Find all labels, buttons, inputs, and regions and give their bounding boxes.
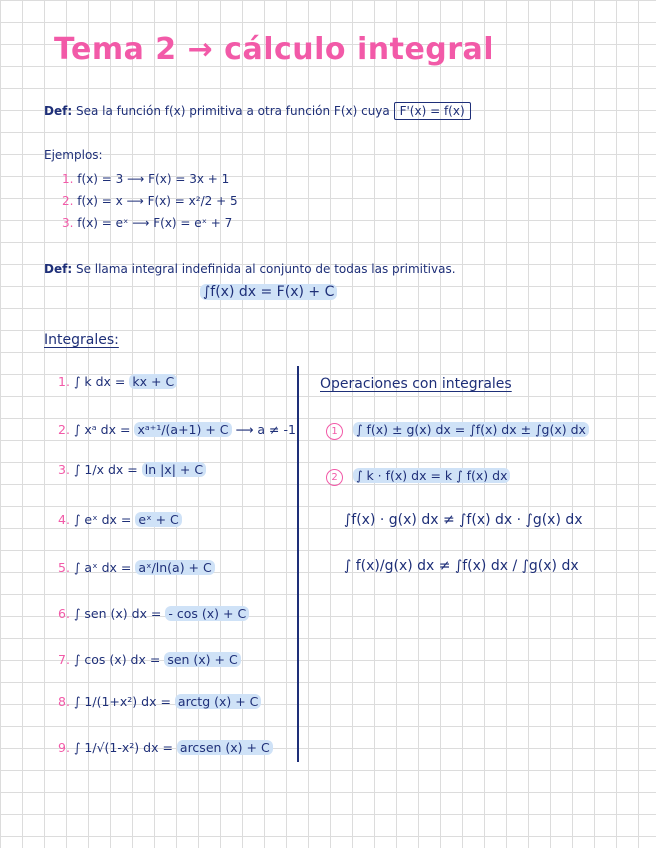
example-left: f(x) = eˣ bbox=[77, 216, 129, 230]
integral-number: 9. bbox=[58, 740, 70, 755]
def-label: Def: bbox=[44, 104, 73, 118]
integral-rhs: xᵃ⁺¹/(a+1) + C bbox=[134, 422, 231, 437]
integral-item bbox=[58, 512, 182, 527]
example-item bbox=[62, 194, 238, 208]
examples-heading: Ejemplos: bbox=[44, 148, 103, 162]
integral-rhs: arctg (x) + C bbox=[175, 694, 262, 709]
arrow-icon: ⟶ bbox=[132, 216, 150, 230]
integral-number: 1. bbox=[58, 374, 70, 389]
integral-lhs: ∫ sen (x) dx = bbox=[73, 606, 162, 621]
integral-item bbox=[58, 740, 273, 755]
integral-item bbox=[58, 422, 296, 437]
operation-item bbox=[326, 422, 589, 440]
arrow-icon: ⟶ bbox=[126, 194, 144, 208]
integral-number: 4. bbox=[58, 512, 70, 527]
page-title: Tema 2 → cálculo integral bbox=[54, 32, 495, 67]
example-number: 2. bbox=[62, 194, 74, 208]
operation-number: 1 bbox=[326, 423, 343, 440]
integral-number: 3. bbox=[58, 462, 70, 477]
definition-indefinite-integral bbox=[44, 262, 456, 276]
arrow-icon: ⟶ bbox=[127, 172, 145, 186]
formula-highlight: ∫f(x) dx = F(x) + C bbox=[200, 284, 337, 300]
integral-item bbox=[58, 652, 241, 667]
integral-rhs: kx + C bbox=[129, 374, 177, 389]
indefinite-integral-formula bbox=[200, 284, 337, 300]
integral-item bbox=[58, 694, 261, 709]
integral-item bbox=[58, 606, 249, 621]
operation-item bbox=[326, 468, 510, 486]
operation-number: 2 bbox=[326, 469, 343, 486]
operation-formula: ∫ f(x) ± g(x) dx = ∫f(x) dx ± ∫g(x) dx bbox=[353, 422, 589, 437]
integral-lhs: ∫ 1/x dx = bbox=[73, 462, 138, 477]
example-right: F(x) = 3x + 1 bbox=[148, 172, 230, 186]
example-item bbox=[62, 172, 229, 186]
example-left: f(x) = 3 bbox=[77, 172, 124, 186]
integral-number: 6. bbox=[58, 606, 70, 621]
integral-lhs: ∫ aˣ dx = bbox=[73, 560, 132, 575]
integral-rhs: - cos (x) + C bbox=[165, 606, 249, 621]
example-item bbox=[62, 216, 232, 230]
integral-rhs: sen (x) + C bbox=[164, 652, 240, 667]
integral-lhs: ∫ cos (x) dx = bbox=[73, 652, 161, 667]
integral-lhs: ∫ 1/√(1-x²) dx = bbox=[73, 740, 173, 755]
integral-number: 2. bbox=[58, 422, 70, 437]
def-boxed-formula: F'(x) = f(x) bbox=[394, 102, 471, 120]
example-left: f(x) = x bbox=[77, 194, 123, 208]
integral-item bbox=[58, 560, 215, 575]
integral-lhs: ∫ xᵃ dx = bbox=[73, 422, 131, 437]
integral-lhs: ∫ k dx = bbox=[73, 374, 126, 389]
integral-item bbox=[58, 462, 206, 477]
example-right: F(x) = x²/2 + 5 bbox=[147, 194, 238, 208]
example-right: F(x) = eˣ + 7 bbox=[153, 216, 233, 230]
example-number: 3. bbox=[62, 216, 74, 230]
integral-number: 7. bbox=[58, 652, 70, 667]
integral-rhs: ln |x| + C bbox=[142, 462, 206, 477]
integral-number: 5. bbox=[58, 560, 70, 575]
operation-note: ∫ f(x)/g(x) dx ≠ ∫f(x) dx / ∫g(x) dx bbox=[344, 558, 579, 574]
operation-note: ∫f(x) · g(x) dx ≠ ∫f(x) dx · ∫g(x) dx bbox=[344, 512, 583, 528]
integrals-heading: Integrales: bbox=[44, 332, 119, 348]
def-text: Se llama integral indefinida al conjunto de todas las primitivas. bbox=[75, 262, 456, 276]
integral-rhs: aˣ/ln(a) + C bbox=[135, 560, 214, 575]
column-divider bbox=[297, 366, 299, 762]
operations-heading: Operaciones con integrales bbox=[320, 376, 512, 392]
integral-rhs: eˣ + C bbox=[135, 512, 181, 527]
integral-extra: ⟶ a ≠ -1 bbox=[235, 422, 296, 437]
def-label: Def: bbox=[44, 262, 73, 276]
integral-lhs: ∫ eˣ dx = bbox=[73, 512, 132, 527]
operation-formula: ∫ k · f(x) dx = k ∫ f(x) dx bbox=[353, 468, 510, 483]
integral-lhs: ∫ 1/(1+x²) dx = bbox=[73, 694, 171, 709]
integral-item bbox=[58, 374, 177, 389]
definition-primitive bbox=[44, 104, 471, 118]
def-text: Sea la función f(x) primitiva a otra función F(x) cuya bbox=[75, 104, 390, 118]
integral-number: 8. bbox=[58, 694, 70, 709]
example-number: 1. bbox=[62, 172, 74, 186]
integral-rhs: arcsen (x) + C bbox=[177, 740, 273, 755]
